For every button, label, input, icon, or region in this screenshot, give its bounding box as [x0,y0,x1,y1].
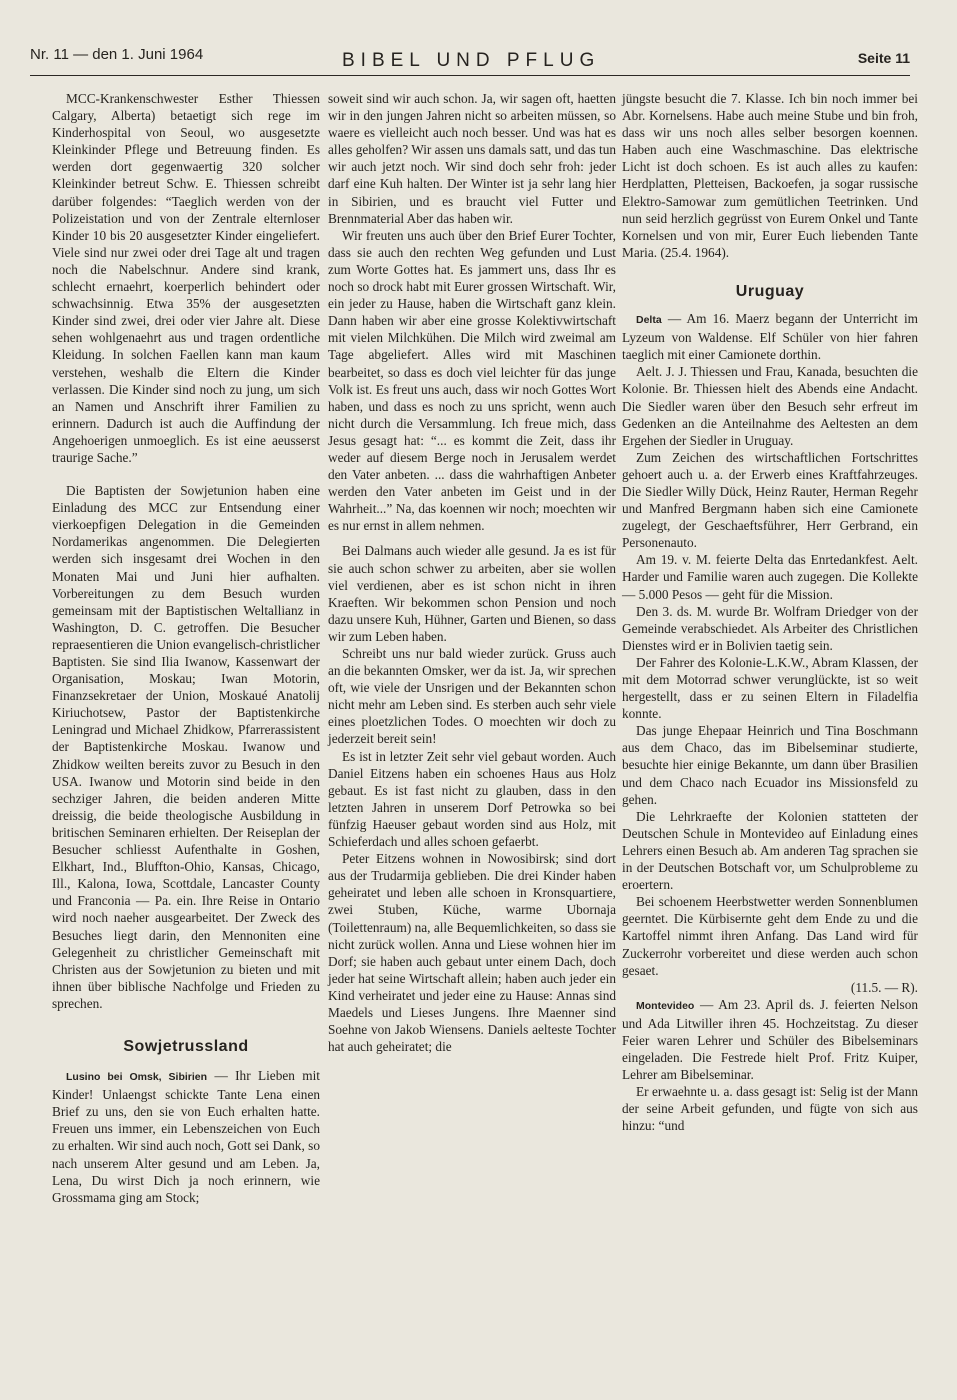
article-paragraph: Das junge Ehepaar Heinrich und Tina Boschmann aus dem Chaco, das im Bibelseminar studierte, besuchte hier einige Bekannte, um dann über Brasilien und dem Chaco nach Ecuador ins Missionsfeld zu gehen. [622,723,918,807]
article-paragraph: Schreibt uns nur bald wieder zurück. Gruss auch an die bekannten Omsker, wer da ist. Ja, wir sprechen oft, wie viele der Unsrigen und der Bekannten schon nicht mehr am Leben sind. Es sterben auch sehr viele eines ploetzlichen Todes. O moechten wir doch zu jederzeit bereit sein! [328,646,616,747]
article-paragraph: Am 19. v. M. feierte Delta das Enrtedankfest. Aelt. Harder und Familie waren auch zugegen. Die Kollekte — 5.000 Pesos — geht für die Mission. [622,552,918,602]
article-paragraph: Die Lehrkraefte der Kolonien statteten der Deutschen Schule in Montevideo auf Einladung eines Lehrers einen Besuch ab. Am anderen Tag sprachen sie in der Deutschen Botschaft vor, um Schulprobleme zu eroertern. [622,808,918,893]
dateline: Montevideo [636,999,695,1012]
column-2 [328,90,616,1055]
signature: (11.5. — R). [850,979,918,995]
article-paragraph [52,1067,320,1206]
article-paragraph: Aelt. J. J. Thiessen und Frau, Kanada, besuchten die Kolonie. Br. Thiessen hielt des Abends eine Andacht. Die Siedler waren über den Besuch sehr erfreut im Gedenken an die Anteilnahme des Aeltesten an dem Ergehen der Siedler in Uruguay. [622,364,918,448]
article-paragraph: Die Baptisten der Sowjetunion haben eine Einladung des MCC zur Entsendung einer vierkoepfigen Delegation in die Gemeinden Nordamerikas angenommen. Die Delegierten werden sich insgesamt drei Wochen in den Monaten Mai und Juni hier aufhalten. Vorbereitungen zu dem Besuch wurden gemeinsam mit der Baptistischen Weltallianz in Washington, D. C. getroffen. Die Besucher repraesentieren die Union evangelisch-christlicher Baptisten. Sie sind Ilia Iwanow, Kassenwart der Organisation, Moskau; Iwan Motorin, Finanzsekretaer der Union, Moskaué Anatolij Kiriuchotsew, Pastor der Baptistenkirche Leningrad und Michael Zhidkow, Pfarrerassistent der Baptistenkirche Moskau. Iwanow und Zhidkow weilten bereits zuvor zu Besuch in den USA. Iwanow und Motorin sind beide in den sechziger Jahren, die beiden anderen Mitte dreissig, die beide theologische Ausbildung in britischen Seminaren erhielten. Der Reiseplan der Besucher schliesst Aufenthalte in Goshen, Elkhart, Ind., Bluffton-Ohio, Kansas, Chicago, Ill., Kalona, Iowa, Scottdale, Lancaster County und Franconia — Pa. ein. Ihre Reise in Ontario wird noch naeher ausgearbeitet. Der Zweck des Besuches liegt darin, den Mennoniten eine Gelegenheit zu christlicher Gemeinschaft mit Christen aus der Sowjetunion zu bieten und mit ihnen über biblische Nachfolge und Frieden zu sprechen. [52,483,320,1011]
page-header [30,42,910,76]
article-paragraph: Peter Eitzens wohnen in Nowosibirsk; sind dort aus der Trudarmija geblieben. Die drei Kinder haben geheiratet und leben alle schoen in Kronsquartiere, zwei Stuben, Küche, warme Ubornaja (Toilettenraum) na, alle Bequemlichkeiten, so dass sie nicht zurück wollen. Anna und Liese wohnen hier im Dorf; sie haben auch gebaut unter einem Dach, doch jeder hat seine Wirtschaft allein; haben auch jeder ein Kind verheiratet und jeder eine zu Hause: Annas sind Maedels und Lieses Jungens. Ihre Maenner sind Soehne von Jakob Wiensens. Daniels aelteste Tochter hat auch geheiratet; die [328,851,616,1055]
dateline-text: — Ihr Lieben mit Kinder! Unlaengst schickte Tante Lena einen Brief zu uns, den sie von Euch erhalten hatte. Freuen uns immer, ein Lebenszeichen von Euch zu erhalten. Wir sind auch noch, Gott sei Dank, so nach unserem Alter gesund und am Leben. Ja, Lena, Du wirst Dich ja noch erinnern, wie Grossmama ging am Stock; [52,1068,320,1205]
article-paragraph: soweit sind wir auch schon. Ja, wir sagen oft, haetten wir in den jungen Jahren nicht so arbeiten müssen, so waere es vielleicht auch noch besser. Und was hat es alles geholfen? Wir assen uns damals satt, und das tun wir auch jetzt noch. Wir sind doch sehr froh: jeder darf eine Kuh halten. Der Winter ist ja sehr lang hier in Sibirien, und es braucht viel Futter und Brennmaterial Aber das haben wir. [328,91,616,226]
page-number: Seite 11 [857,50,910,66]
issue-date: Nr. 11 — den 1. Juni 1964 [30,46,204,63]
article-paragraph: Der Fahrer des Kolonie-L.K.W., Abram Klassen, der mit dem Motorrad schwer verunglückte, ist so weit hergestellt, dass er zu seinen Eltern in Filadelfia konnte. [622,654,918,722]
article-paragraph: Er erwaehnte u. a. dass gesagt ist: Selig ist der Mann der seine Arbeit gefunden, und fügte von sich aus hinzu: “und [622,1084,918,1134]
article-paragraph: Bei Dalmans auch wieder alle gesund. Ja es ist für sie auch schon schwer zu arbeiten, aber sie wollen viel verdienen, aber es ist schon nicht in ihren Kraeften. Wir bekommen schon Pension und noch dazu unsere Kuh, Hühner, Garten und Bienen, so dass wir zum Leben haben. [328,543,616,644]
article-paragraph: Es ist in letzter Zeit sehr viel gebaut worden. Auch Daniel Eitzens haben ein schoenes Haus aus Holz gebaut. Es ist fast nicht zu glauben, dass in den letzten Jahren in unserem Dorf Petrowka so bei fünfzig Haeuser gebaut worden sind aus Holz, mit Schieferdach und alles schoen gefaerbt. [328,748,616,850]
dateline-text: — Am 23. April ds. J. feierten Nelson und Ada Litwiller ihren 45. Hochzeitstag. Zu dieser Feier waren Lehrer und Schüler des Bibelseminars eingeladen. Die Festrede hielt Prof. Fritz Kuiper, Lehrer am Bibelseminar. [622,996,919,1083]
article-paragraph: MCC-Krankenschwester Esther Thiessen Calgary, Alberta) betaetigt sich rege im Kinderhospital von Seoul, wo ausgesetzte Kleinkinder Pflege und Betreuung finden. Es werden dort gegenwaertig 320 solcher Kleinkinder betreut Schw. E. Thiessen schreibt darüber folgendes: “Taeglich werden von der Polizeistation und von der Zentrale elternloser Kinder 10 bis 20 ausgesetzter Kinder eingeliefert. Viele sind nur zwei oder drei Tage alt und tragen noch die Nabelschnur. Andere sind krank, schlecht ernaehrt, koerperlich behindert oder schwachsinnig. Etwa 35% der ausgesetzten Kinder sind zwei, drei oder vier Jahre alt. Diese sehen wohlgenaehrt aus und tragen ordentliche Kleidung. In solchen Faellen kann man kaum verstehen, weshalb die Eltern die Kinder verlassen. Die Kinder sind noch zu jung, um sich an Namen und Anschrift ihrer Familien zu erinnern. Dadurch ist auch die Auffindung der Angehoerigen unmoeglich. Es ist eine aeusserst traurige Sache.” [52,91,320,465]
header-rule [30,75,910,76]
dateline: Lusino bei Omsk, Sibirien [66,1071,208,1084]
article-paragraph: Wir freuten uns auch über den Brief Eurer Tochter, dass sie auch den rechten Weg gefunden und Lust zum Worte Gottes hat. Es jammert uns, dass Ihr es noch so drock habt mit Eurer grossen Wirtschaft. Wir, ein jeder zu Hause, haben die Wirtschaft ganz klein. Dann haben wir aber eine grosse Kolektivwirtschaft mit vielen Milchkühen. Die Milch wird zweimal am Tage abgeliefert. Alles wird mit Maschinen bearbeitet, so dass es doch viel leichter für das junge Volk ist. Es freut uns auch, dass wir noch Gottes Wort haben, und dass es noch zu uns spricht, wenn auch nicht durch die Versammlung. Ich freue mich, dass Jesus gesagt hat: “... es kommt die Zeit, dass ihr weder auf diesem Berge noch in Jerusalem werdet den Vater anbeten. ... dass die wahrhaftigen Anbeter werden den Vater anbeten im Geist und in der Wahrheit...” Na, das koennen wir noch; moechten wir es nur ernst in allem nehmen. [328,227,616,534]
section-heading-uruguay: Uruguay [735,282,805,300]
column-3 [622,90,918,1135]
dateline: Delta [636,314,662,327]
column-1 [52,90,320,1206]
article-paragraph: Zum Zeichen des wirtschaftlichen Fortschrittes gehoert auch u. a. der Erwerb eines Kraftfahrzeuges. Die Siedler Willy Dück, Heinz Rauter, Herman Regehr und Manfred Bergmann haben sich eine Camionete zugelegt, der Geschaeftsführer, Herr Gerbrand, ein Personenauto. [622,449,918,551]
article-paragraph: Den 3. ds. M. wurde Br. Wolfram Driedger von der Gemeinde verabschiedet. Als Arbeiter des Christlichen Dienstes wird er in Bolivien taetig sein. [622,603,918,653]
publication-title: BIBEL UND PFLUG [342,50,601,71]
dateline-text: — Am 16. Maerz begann der Unterricht im Lyzeum von Waldense. Elf Schüler von hier fahren taeglich mit einer Camionete dorthin. [622,311,918,363]
article-paragraph: Bei schoenem Heerbstwetter werden Sonnenblumen geerntet. Die Kürbisernte geht dem Ende zu und die Kartoffel nimmt ihren Anfang. Das Land wird für Zuckerrohr vorbereitet und diese werden auch schon gesaet. [622,894,918,978]
article-paragraph [622,996,918,1083]
section-heading-sowjetrussland: Sowjetrussland [123,1037,249,1055]
article-paragraph: jüngste besucht die 7. Klasse. Ich bin noch immer bei Abr. Kornelsens. Habe auch meine Stube und bin froh, dass wir uns noch alles selber besorgen koennen. Haben auch eine Waschmaschine. Das elektrische Licht ist doch schoen. Es ist auch alles zu kaufen: Herdplatten, Pletteisen, Backoefen, ja sogar russische Elektro-Samowar zum gemütlichen Teetrinken. Und nun seid herzlich gegrüsst von Eurem Onkel und Tante Kornelsen und von mir, Eurer Euch liebenden Tante Maria. (25.4. 1964). [622,91,918,260]
article-paragraph [622,310,918,363]
